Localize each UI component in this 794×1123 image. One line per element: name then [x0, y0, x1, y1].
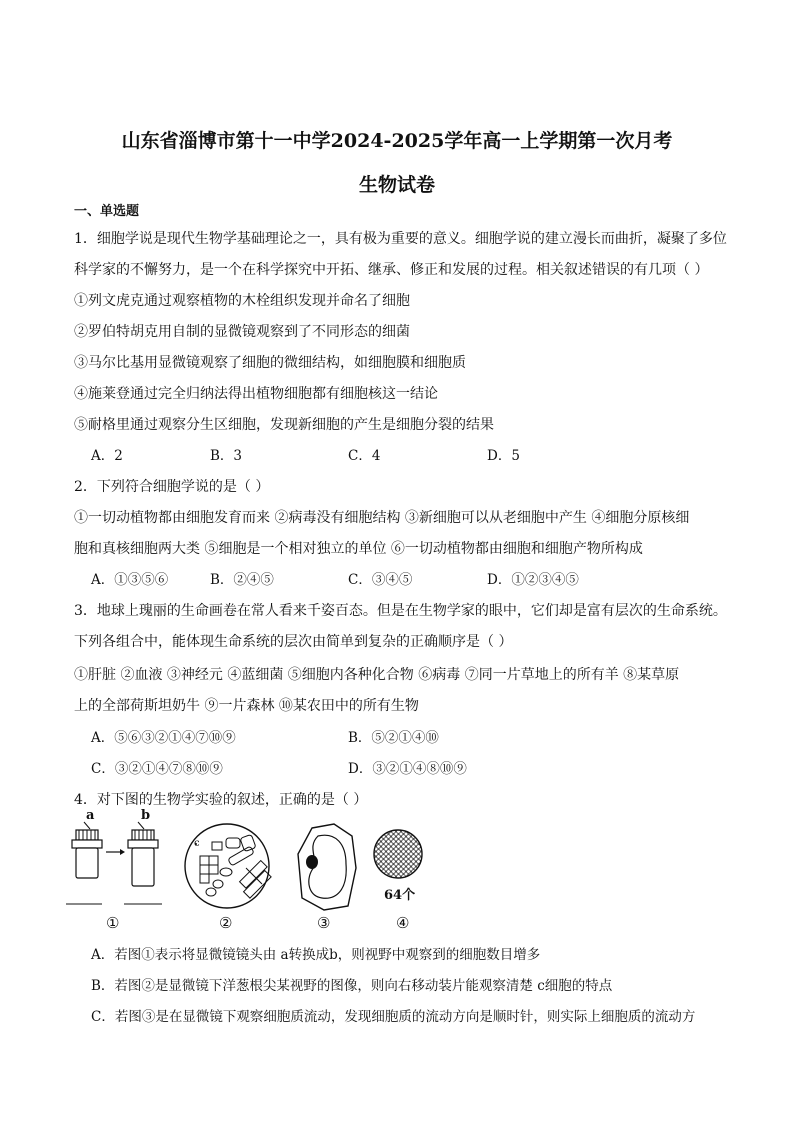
- q2-line-1: ①一切动植物都由细胞发育而来 ②病毒没有细胞结构 ③新细胞可以从老细胞中产生 ④细胞分原核细: [74, 510, 690, 526]
- q1-item-3: ③马尔比基用显微镜观察了细胞的微细结构，如细胞膜和细胞质: [74, 355, 466, 371]
- q4-stem: 4．对下图的生物学实验的叙述，正确的是（ ）: [74, 792, 368, 808]
- q4-figure-drawing: [66, 814, 426, 934]
- q3-line-2: 上的全部荷斯坦奶牛 ⑨一片森林 ⑩某农田中的所有生物: [74, 698, 419, 714]
- q1-option-a: A．2: [91, 448, 123, 464]
- q2-stem: 2．下列符合细胞学说的是（ ）: [74, 479, 270, 495]
- q2-option-a: A．①③⑤⑥: [91, 572, 169, 588]
- arrow-icon: [106, 849, 125, 855]
- q3-option-c: C．③②①④⑦⑧⑩⑨: [91, 761, 223, 777]
- q3-option-a: A．⑤⑥③②①④⑦⑩⑨: [91, 730, 236, 746]
- q1-item-4: ④施莱登通过完全归纳法得出植物细胞都有细胞核这一结论: [74, 386, 438, 402]
- title-line-2: 生物试卷: [358, 174, 435, 196]
- q3-option-b: B．⑤②①④⑩: [348, 730, 439, 746]
- figure-label-4: ④: [396, 914, 410, 932]
- cell-c-label: c: [194, 838, 200, 849]
- q4-figure: [66, 808, 426, 934]
- objective-lens-a: [72, 822, 102, 878]
- lens-a-label: a: [86, 808, 95, 823]
- q3-stem-line-2: 下列各组合中，能体现生命系统的层次由简单到复杂的正确顺序是（ ）: [74, 634, 513, 650]
- section-heading: 一、单选题: [74, 204, 140, 219]
- q4-option-c: C．若图③是在显微镜下观察细胞质流动，发现细胞质的流动方向是顺时针，则实际上细胞质的流动方: [91, 1009, 696, 1025]
- q1-item-2: ②罗伯特胡克用自制的显微镜观察到了不同形态的细菌: [74, 324, 410, 340]
- q1-option-b: B．3: [210, 448, 243, 464]
- q1-option-d: D．5: [487, 448, 520, 464]
- q2-option-c: C．③④⑤: [348, 572, 413, 588]
- q1-option-c: C．4: [348, 448, 381, 464]
- q3-option-d: D．③②①④⑧⑩⑨: [348, 761, 467, 777]
- q4-option-a: A．若图①表示将显微镜镜头由 a转换成b，则视野中观察到的细胞数目增多: [91, 947, 541, 963]
- q4-option-b: B．若图②是显微镜下洋葱根尖某视野的图像，则向右移动装片能观察清楚 c细胞的特点: [91, 978, 613, 994]
- q3-stem-line-1: 3．地球上瑰丽的生命画卷在常人看来千姿百态。但是在生物学家的眼中，它们却是富有层次的生命系统。: [74, 603, 727, 619]
- q2-line-2: 胞和真核细胞两大类 ⑤细胞是一个相对独立的单位 ⑥一切动植物都由细胞和细胞产物所构成: [74, 541, 643, 557]
- q2-option-d: D．①②③④⑤: [487, 572, 579, 588]
- q1-item-5: ⑤耐格里通过观察分生区细胞，发现新细胞的产生是细胞分裂的结果: [74, 417, 494, 433]
- cell-count-label: 64个: [384, 888, 416, 903]
- q1-stem-line-1: 1．细胞学说是现代生物学基础理论之一，具有极为重要的意义。细胞学说的建立漫长而曲折，凝聚了多位: [74, 231, 727, 247]
- figure-label-3: ③: [317, 914, 331, 932]
- cells-field-view: [374, 830, 422, 878]
- lens-b-label: b: [141, 808, 151, 823]
- q1-item-1: ①列文虎克通过观察植物的木栓组织发现并命名了细胞: [74, 293, 410, 309]
- figure-label-2: ②: [219, 914, 233, 932]
- title-line-1: 山东省淄博市第十一中学2024-2025学年高一上学期第一次月考: [121, 130, 673, 152]
- q1-stem-line-2: 科学家的不懈努力，是一个在科学探究中开拓、继承、修正和发展的过程。相关叙述错误的有几项（ ）: [74, 262, 709, 278]
- plant-cell: [298, 824, 356, 910]
- figure-label-1: ①: [106, 914, 120, 932]
- root-tip-field-view: [185, 824, 271, 908]
- q3-line-1: ①肝脏 ②血液 ③神经元 ④蓝细菌 ⑤细胞内各种化合物 ⑥病毒 ⑦同一片草地上的所有羊 ⑧某草原: [74, 667, 680, 683]
- objective-lens-b: [128, 822, 158, 886]
- q2-option-b: B．②④⑤: [210, 572, 274, 588]
